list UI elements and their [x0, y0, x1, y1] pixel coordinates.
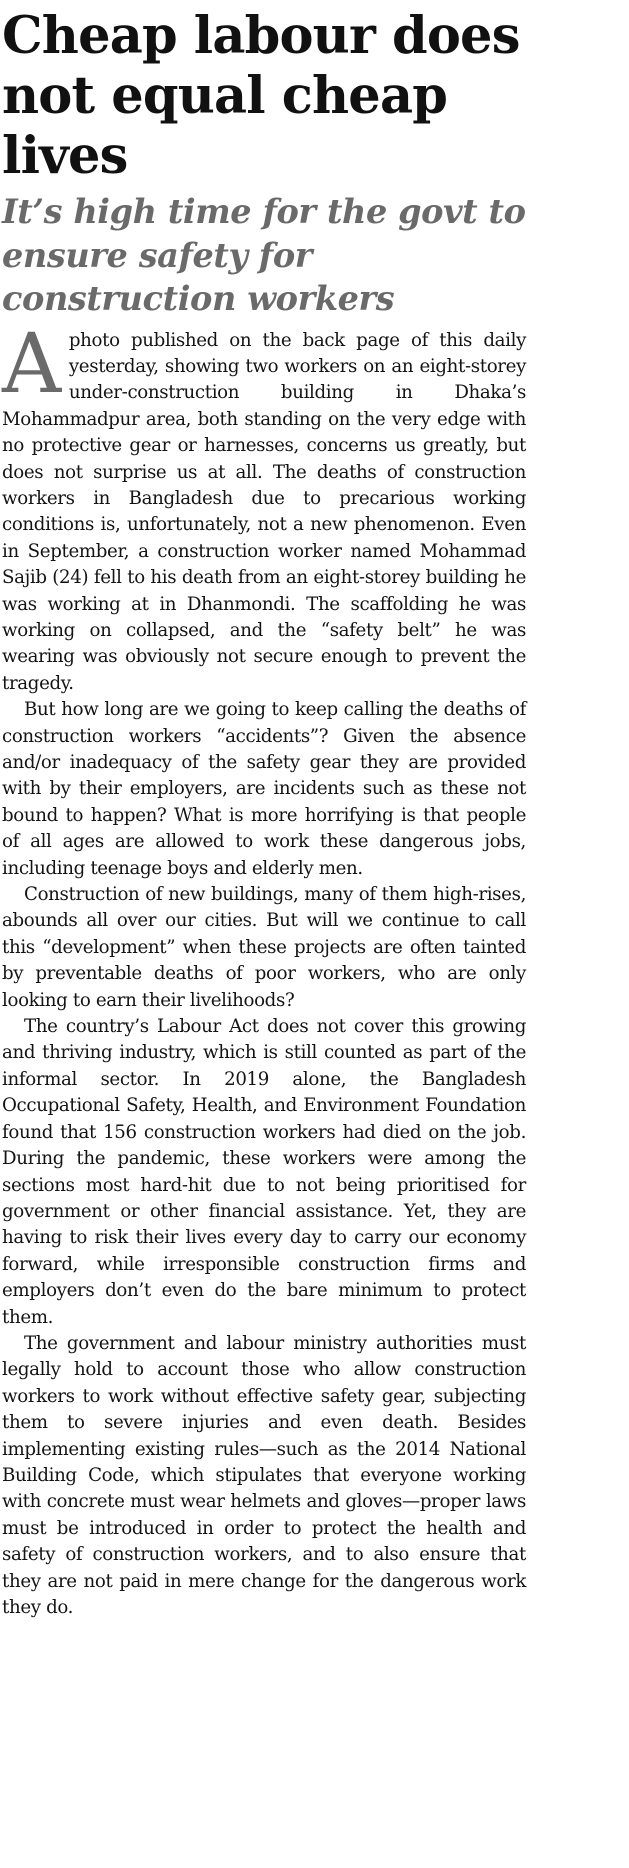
headline: Cheap labour does not equal cheap lives [2, 6, 520, 186]
paragraph-2: But how long are we going to keep calling the deaths of construction workers “accidents”? Given the absence and/or inadequacy of the safety gear they are provided with by their employers, are incidents such as these not bound to happen? What is more horrifying is that people of all ages are allowed to work these dangerous jobs, including teenage boys and elderly men. [2, 699, 526, 879]
paragraph-5: The government and labour ministry authorities must legally hold to account those who allow construction workers to work without effective safety gear, subjecting them to severe injuries and even death. Besides implementing existing rules—such as the 2014 National Building Code, which stipulates that everyone working with concrete must wear helmets and gloves—proper laws must be introduced in order to protect the health and safety of construction workers, and to also ensure that they are not paid in mere change for the dangerous work they do. [2, 1332, 526, 1618]
paragraph-4: The country’s Labour Act does not cover this growing and thriving industry, which is still counted as part of the informal sector. In 2019 alone, the Bangladesh Occupational Safety, Health, and Environment Foundation found that 156 construction workers had died on the job. During the pandemic, these workers were among the sections most hard-hit due to not being prioritised for government or other financial assistance. Yet, they are having to risk their lives every day to carry our economy forward, while irresponsible construction firms and employers don’t even do the bare minimum to protect them. [2, 1016, 526, 1328]
subheadline: It’s high time for the govt to ensure safety for construction workers [2, 192, 526, 318]
editorial-article [2, 0, 526, 1621]
article-body [2, 316, 526, 1622]
paragraph-1 [2, 316, 526, 698]
paragraph-3: Construction of new buildings, many of them high-rises, abounds all over our cities. But will we continue to call this “development” when these projects are often tainted by preventable deaths of poor workers, who are only looking to earn their livelihoods? [2, 884, 526, 1011]
drop-cap: A [2, 316, 61, 412]
paragraph-1-text: photo published on the back page of this daily yesterday, showing two workers on an eight-storey under-construction building in Dhaka’s Mohammadpur area, both standing on the very edge with no protective gear or harnesses, concerns us greatly, but does not surprise us at all. The deaths of construction workers in Bangladesh due to precarious working conditions is, unfortunately, not a new phenomenon. Even in September, a construction worker named Mohammad Sajib (24) fell to his death from an eight-storey building he was working at in Dhanmondi. The scaffolding he was working on collapsed, and the “safety belt” he was wearing was obviously not secure enough to prevent the tragedy. [2, 329, 526, 694]
